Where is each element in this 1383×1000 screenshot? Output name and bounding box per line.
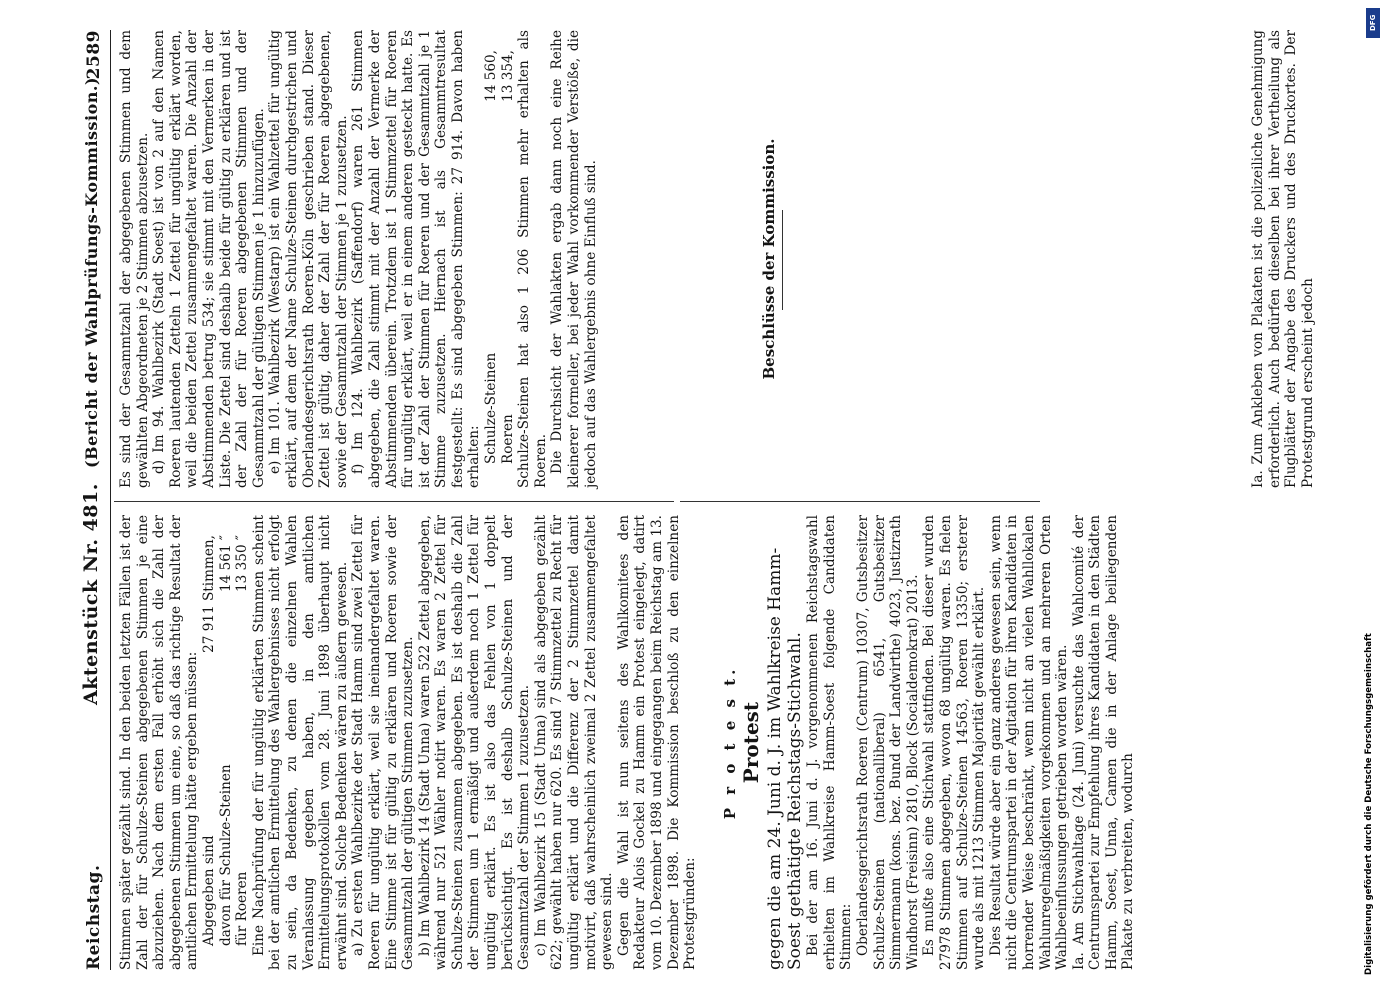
vote-value: 14 561 ″: [217, 535, 234, 592]
vote-label: Abgegeben sind: [200, 835, 217, 946]
result-table: [483, 30, 516, 464]
paragraph: Die Durchsicht der Wahlakten ergab dann noch eine Reihe kleinerer formeller, bei jeder Wahl vorkommender Verstöße, die jedoch auf das Wahlergebnis ohne Einfluß sind.: [549, 30, 599, 488]
column-divider-lower: [680, 501, 1040, 502]
header-center: [80, 77, 102, 705]
paragraph: f) Im 124. Wahlbezirk (Saffendorf) waren 261 Stimmen abgegeben, die Zahl stimmt mit der Anzahl der Vermerke der Abstimmenden überein. Trotzdem ist 1 Stimmzettel für Roeren für ungültig erklärt, weil er in einem anderen gesteckt hatte. Es ist der Zahl der Stimmen für Roeren und der Gesammtzahl je 1 Stimme zuzusetzen. Hiernach ist als Gesammtresultat festgestellt: Es sind abgegeben Stimmen: 27 914. Davon haben erhalten:: [350, 30, 483, 488]
paragraph: Oberlandesgerichtsrath Roeren (Centrum) 10307, Gutsbesitzer Schulze-Steinen (nationalliberal) 6541, Gutsbesitzer Simmermann (kons. bez. Bund der Landwirthe) 4023, Justizrath Windhorst (Freisinn) 2810, Block (Socialdemokrat) 2013.: [854, 515, 921, 970]
page-number: 2589: [84, 30, 104, 80]
heading-underline: [782, 210, 783, 310]
column-left-lower: [712, 515, 1137, 970]
result-row: [500, 30, 517, 464]
vote-label: für Roeren: [234, 871, 251, 946]
vote-row: [218, 515, 235, 946]
vote-table: [201, 515, 251, 946]
vote-row: [234, 515, 251, 946]
section-heading-beschluesse: Beschlüsse der Kommission.: [760, 138, 778, 380]
vote-value: 13 350 ″: [234, 535, 251, 592]
paragraph: Ia. Zum Ankleben von Plakaten ist die polizeiliche Genehmigung erforderlich. Auch bedürfen dieselben bei ihrer Vertheilung als Flugblätter der Angabe des Druckers und des Druckortes. Der Protestgrund erscheint jedoch: [1250, 30, 1316, 488]
header-rule: [110, 30, 111, 970]
column-right-lower: [1250, 30, 1316, 488]
column-divider: [114, 501, 674, 502]
paragraph: Stimmen später gezählt sind. In den beiden letzten Fällen ist der Zahl der für Schulze-Steinen abgegebenen Stimmen je eine abzuziehen. Nach dem ersten Fall erhöht sich die Zahl der abgegebenen Stimmen um eine, so daß das richtige Resultat der amtlichen Ermittelung hätte ergeben müssen:: [118, 515, 201, 970]
paragraph: e) Im 101. Wahlbezirk (Westarp) ist ein Wahlzettel für ungültig erklärt, auf dem der Name Schulze-Steinen durchgestrichen und Oberlandesgerichtsrath Roeren-Köln geschrieben stand. Dieser Zettel ist gültig, daher der Zahl der für Roeren abgegebenen, sowie der Gesammtzahl der Stimmen je 1 zuzusetzen.: [267, 30, 350, 488]
column-left-upper: [118, 515, 699, 970]
header-aktenstueck: Aktenstück Nr. 481.: [80, 483, 102, 705]
paragraph: Dies Resultat würde aber ein ganz anderes gewesen sein, wenn nicht die Centrumspartei in der Agitation für ihren Kandidaten in horrender Weise beschränkt, wenn nicht an vielen Wahllokalen Wahlunregelmäßigkeiten vorgekommen und an mehreren Orten Wahlbeeinflussungen getrieben worden wären.: [987, 515, 1071, 970]
paragraph: Schulze-Steinen hat also 1 206 Stimmen mehr erhalten als Roeren.: [516, 30, 549, 488]
digitization-credit: Digitalisierung gefördert durch die Deutsche Forschungsgemeinschaft: [1364, 633, 1374, 975]
paragraph: b) Im Wahlbezirk 14 (Stadt Unna) waren 522 Zettel abgegeben, während nur 521 Wähler notirt waren. Es waren 2 Zettel für Schulze-Steinen zusammen abgegeben. Es ist deshalb die Zahl der Stimmen um 1 ermäßigt und außerdem noch 1 Zettel für ungültig erklärt. Es ist also das Fehlen von 1 doppelt berücksichtigt. Es ist deshalb Schulze-Steinen und der Gesammtzahl der Stimmen 1 zuzusetzen.: [416, 515, 533, 970]
paragraph: Es sind der Gesammtzahl der abgegebenen Stimmen und dem gewählten Abgeordneten je 2 Stimmen abzusetzen.: [118, 30, 151, 488]
vote-value: 27 911 Stimmen,: [200, 535, 217, 653]
protest-subtitle: gegen die am 24. Juni d. J. im Wahlkreise Hamm-Soest gethätigte Reichstags-Stichwahl.: [765, 547, 806, 970]
vote-row: [201, 515, 218, 946]
result-value: 14 560,: [483, 50, 500, 102]
paragraph: Es mußte also eine Stichwahl stattfinden. Bei dieser wurden 27978 Stimmen abgegeben, wovon 68 ungültig waren. Es fielen Stimmen auf Schulze-Steinen 14563, Roeren 13350; ersterer wurde als mit 1213 Stimmen Majorität gewählt erklärt.: [921, 515, 988, 970]
section-heading-protest: P r o t e s t.: [721, 665, 739, 820]
protest-heading: Protest: [738, 701, 763, 784]
paragraph: Gegen die Wahl ist nun seitens des Wahlkomitees den Redakteur Alois Gockel zu Hamm ein Protest eingelegt, datirt vom 10. Dezember 1898 und eingegangen beim Reichstag am 13. Dezember 1898. Die Kommission beschloß zu den einzelnen Protestgründen:: [615, 515, 699, 970]
paragraph: a) Zu ersten Wahlbezirke der Stadt Hamm sind zwei Zettel für Roeren für ungültig erklärt, weil sie ineinandergefaltet waren. Eine Stimme ist für gültig zu erklären und Roeren sowie der Gesammtzahl der gültigen Stimmen zuzusetzen.: [350, 515, 417, 970]
header-left: Reichstag.: [84, 864, 104, 970]
result-label: Schulze-Steinen: [483, 352, 500, 464]
dfg-logo: DFG: [1366, 8, 1380, 38]
paragraph: d) Im 94. Wahlbezirk (Stadt Soest) ist von 2 auf den Namen Roeren lautenden Zetteln 1 Zettel für ungültig erklärt worden, weil die beiden Zettel zusammengefaltet waren. Die Anzahl der Abstimmenden betrug 534; sie stimmt mit den Vermerken in der Liste. Die Zettel sind deshalb beide für gültig zu erklären und ist der Zahl der für Roeren abgegebenen Stimmen und der Gesammtzahl der gültigen Stimmen je 1 hinzuzufügen.: [151, 30, 267, 488]
result-value: 13 354,: [499, 50, 516, 102]
paragraph: Bei der am 16. Juni d. J. vorgenommenen Reichstagswahl erhielten im Wahlkreise Hamm-Soest folgende Candidaten Stimmen:: [805, 515, 855, 970]
result-label: Roeren: [499, 414, 516, 464]
document-page: [80, 30, 1340, 970]
paragraph: Eine Nachprüfung der für ungültig erklärten Stimmen scheint bei der amtlichen Ermittelung des Wahlergebnisses nicht erfolgt zu sein, da Bedenken, zu denen die einzelnen Wahlen Veranlassung gegeben haben, in den amtlichen Ermittelungsprotokollen vom 28. Juni 1898 überhaupt nicht erwähnt sind. Solche Bedenken wären zu äußern gewesen.: [250, 515, 350, 970]
header-note: (Bericht der Wahlprüfungs-Kommission.): [82, 76, 101, 469]
result-row: [483, 30, 500, 464]
paragraph: c) Im Wahlbezirk 15 (Stadt Unna) sind als abgegeben gezählt 622; gewählt haben nur 620. Es sind 7 Stimmzettel zu Recht für ungültig erklärt und die Differenz der 2 Stimmzettel damit motivirt, daß wahrscheinlich zweimal 2 Zettel zusammengefaltet gewesen sind.: [532, 515, 616, 970]
page-header: [80, 30, 108, 970]
paragraph: Ia. Am Stichwahltage (24. Juni) versuchte das Wahlcomité der Centrumspartei zur Empfehlung ihres Kandidaten in den Städten Hamm, Soest, Unna, Camen die in der Anlage beiliegenden Plakate zu verbreiten, wodurch: [1070, 515, 1137, 970]
column-right-upper: [118, 30, 599, 488]
vote-label: davon für Schulze-Steinen: [217, 764, 234, 946]
